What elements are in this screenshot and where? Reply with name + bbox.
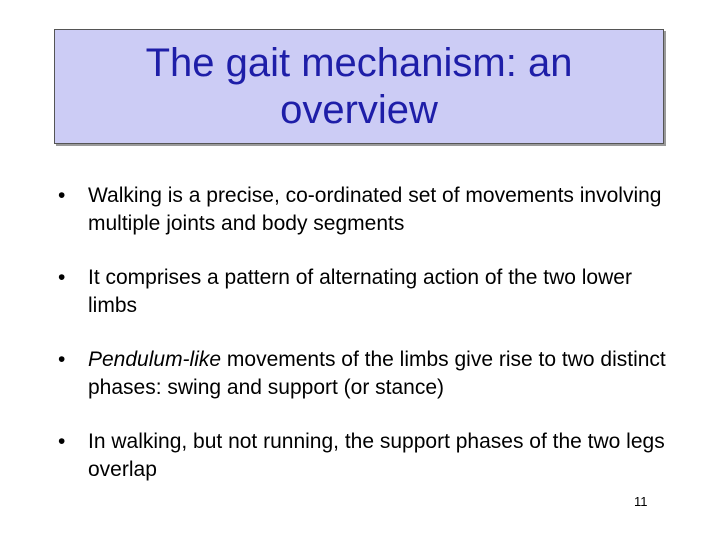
bullet-list <box>56 182 676 510</box>
bullet-text: In walking, but not running, the support phases of the two legs overlap <box>88 430 665 481</box>
bullet-item-3 <box>56 346 676 402</box>
bullet-item-4 <box>56 428 676 484</box>
bullet-text: It comprises a pattern of alternating action of the two lower limbs <box>88 266 632 317</box>
title-box <box>54 29 664 144</box>
page-number: 11 <box>634 494 648 509</box>
bullet-dot: • <box>58 184 66 207</box>
bullet-item-1 <box>56 182 676 238</box>
bullet-text-italic: Pendulum-like <box>88 348 222 371</box>
bullet-dot: • <box>58 266 66 289</box>
bullet-dot: • <box>58 430 66 453</box>
bullet-item-2 <box>56 264 676 320</box>
bullet-text: movements of the limbs give rise to two distinct phases: swing and support (or stance) <box>88 348 666 399</box>
slide-title: The gait mechanism: an overview <box>145 40 573 132</box>
bullet-dot: • <box>58 348 66 371</box>
bullet-text: Walking is a precise, co-ordinated set of movements involving multiple joints and body segments <box>88 184 662 235</box>
